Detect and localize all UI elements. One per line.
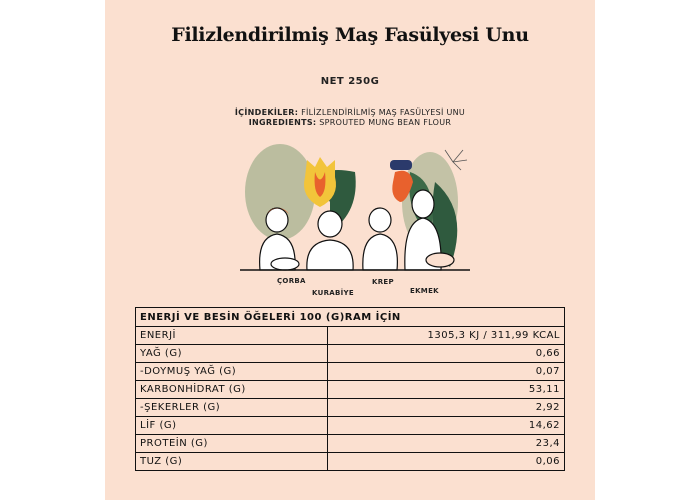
nutrient-name: KARBONHİDRAT (G) (136, 381, 328, 399)
nutrient-name: -DOYMUŞ YAĞ (G) (136, 363, 328, 381)
person-1-head (266, 208, 288, 232)
person-2-head (318, 211, 342, 237)
berries (390, 160, 412, 170)
illustration-label-ekmek: EKMEK (410, 287, 439, 295)
nutrient-value: 14,62 (328, 417, 565, 435)
nutrient-value: 2,92 (328, 399, 565, 417)
person-3-body (363, 234, 398, 270)
nutrient-value: 53,11 (328, 381, 565, 399)
nutrient-name: -ŞEKERLER (G) (136, 399, 328, 417)
illustration-label-krep: KREP (372, 278, 394, 286)
ingredients-en-label: INGREDIENTS: (248, 118, 317, 127)
table-row (136, 345, 565, 363)
nutrient-name: ENERJİ (136, 327, 328, 345)
food-illustration (235, 142, 475, 302)
product-label (105, 0, 595, 500)
table-row (136, 417, 565, 435)
table-row (136, 453, 565, 471)
nutrient-name: PROTEİN (G) (136, 435, 328, 453)
product-title: Filizlendirilmiş Maş Fasülyesi Unu (171, 24, 529, 46)
ingredients-tr-label: İÇİNDEKİLER: (234, 108, 299, 117)
illustration-label-kurabiye: KURABİYE (312, 289, 354, 297)
nutrient-name: TUZ (G) (136, 453, 328, 471)
table-row (136, 399, 565, 417)
ingredients-en (105, 118, 595, 127)
soup-bowl (271, 258, 299, 270)
net-weight: NET 250G (320, 76, 380, 87)
table-row (136, 381, 565, 399)
nutrient-value: 23,4 (328, 435, 565, 453)
ingredients-tr (105, 108, 595, 117)
nutrition-table (135, 307, 565, 471)
ingredients-tr-text: FİLİZLENDİRİLMİŞ MAŞ FASÜLYESİ UNU (301, 108, 466, 117)
table-row (136, 363, 565, 381)
nutrient-value: 0,07 (328, 363, 565, 381)
person-4-head (412, 190, 434, 218)
person-3-head (369, 208, 391, 232)
table-row (136, 327, 565, 345)
nutrient-value: 0,66 (328, 345, 565, 363)
bread (426, 253, 454, 267)
illustration-label-corba: ÇORBA (277, 277, 306, 285)
nutrition-header: ENERJİ VE BESİN ÖĞELERİ 100 (G)RAM İÇİN (136, 308, 565, 327)
nutrition-header-row (136, 308, 565, 327)
nutrient-value: 1305,3 KJ / 311,99 KCAL (328, 327, 565, 345)
nutrient-value: 0,06 (328, 453, 565, 471)
person-2-body (307, 240, 353, 270)
table-row (136, 435, 565, 453)
ingredients-en-text: SPROUTED MUNG BEAN FLOUR (319, 118, 452, 127)
nutrient-name: YAĞ (G) (136, 345, 328, 363)
nutrient-name: LİF (G) (136, 417, 328, 435)
